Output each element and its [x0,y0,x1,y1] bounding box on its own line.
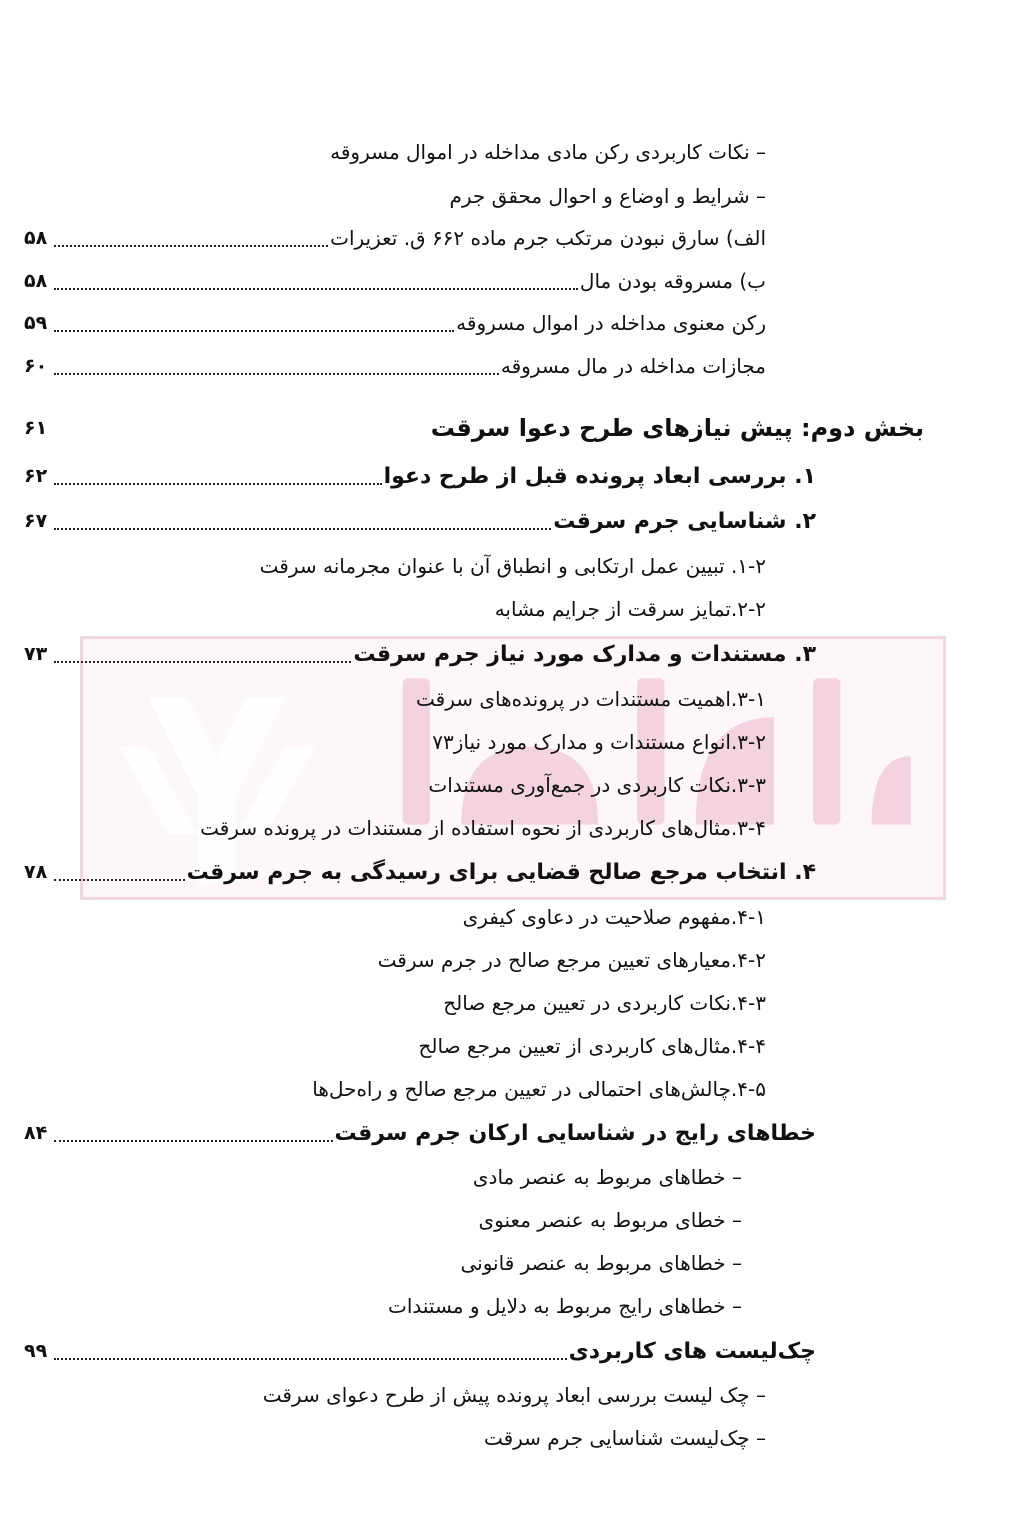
toc-subsection[interactable] [206,679,766,719]
toc-page-number: ۵۸ [24,227,48,249]
toc-section[interactable] [24,501,816,541]
toc-entry [206,176,766,216]
toc-part-heading[interactable] [24,408,924,448]
toc-page-number: ۷۸ [24,861,48,883]
toc-entry-title: – خطاهای مربوط به عنصر مادی [472,1165,742,1189]
toc-entry-title: مجازات مداخله در مال مسروقه [500,354,766,378]
dot-leader [54,528,551,530]
toc-page-number: ۹۹ [24,1340,48,1362]
toc-entry-title: ۴-۴.مثال‌های کاربردی از تعیین مرجع صالح [418,1034,766,1058]
toc-subsection[interactable] [206,940,766,980]
toc-entry-title: – شرایط و اوضاع و احوال محقق جرم [449,184,766,208]
toc-entry-title: ۲. شناسایی جرم سرقت [553,508,816,534]
toc-subsection[interactable] [206,897,766,937]
toc-item[interactable] [202,1200,742,1240]
toc-section[interactable] [24,456,816,496]
toc-entry-title: – خطای مربوط به عنصر معنوی [478,1208,742,1232]
toc-page-number: ۵۸ [24,270,48,292]
toc-entry-title: – خطاهای مربوط به عنصر قانونی [460,1251,742,1275]
toc-subsection[interactable] [206,765,766,805]
toc-entry-title: ۳-۲.انواع مستندات و مدارک مورد نیاز۷۳ [432,730,766,754]
toc-entry-title: رکن معنوی مداخله در اموال مسروقه [456,311,766,335]
toc-entry-title: ۱. بررسی ابعاد پرونده قبل از طرح دعوا [383,463,816,489]
dot-leader [54,1358,567,1360]
toc-entry-title: ۲-۲.تمایز سرقت از جرایم مشابه [494,597,766,621]
toc-page-number: ۵۹ [24,312,48,334]
dot-leader [54,245,328,247]
toc-subsection[interactable] [126,808,766,848]
toc-page-number: ۷۳ [24,643,48,665]
toc-section[interactable] [24,852,816,892]
toc-subsection[interactable] [206,722,766,762]
toc-entry[interactable] [24,218,766,258]
toc-subsection[interactable] [206,546,766,586]
toc-entry-title: ۴-۳.نکات کاربردی در تعیین مرجع صالح [443,991,766,1015]
toc-entry-title: ۳-۱.اهمیت مستندات در پرونده‌های سرقت [416,687,766,711]
toc-entry-title: ۳-۳.نکات کاربردی در جمع‌آوری مستندات [428,773,766,797]
toc-item[interactable] [166,1418,766,1458]
toc-page-number: ۶۷ [24,510,48,532]
toc-entry-title: بخش دوم: پیش نیازهای طرح دعوا سرقت [430,414,924,442]
toc-page-number: ۸۴ [24,1122,48,1144]
toc-page-number: ۶۱ [24,417,48,439]
toc-entry-title: ۳-۴.مثال‌های کاربردی از نحوه استفاده از مستندات در پرونده سرقت [200,816,766,840]
toc-item[interactable] [166,1375,766,1415]
toc-entry[interactable] [24,303,766,343]
toc-entry-title: – چک لیست بررسی ابعاد پرونده پیش از طرح دعوای سرقت [262,1383,766,1407]
toc-entry-title: ۴-۱.مفهوم صلاحیت در دعاوی کیفری [462,905,766,929]
toc-item[interactable] [202,1286,742,1326]
toc-entry-title: ۴-۲.معیارهای تعیین مرجع صالح در جرم سرقت [377,948,766,972]
toc-section[interactable] [24,1331,816,1371]
toc-entry-title: الف) سارق نبودن مرتکب جرم ماده ۶۶۲ ق. تعزیرات [330,226,766,250]
toc-entry[interactable] [24,346,766,386]
toc-item[interactable] [202,1157,742,1197]
toc-page-number: ۶۰ [24,355,48,377]
toc-entry-title: ۴. انتخاب مرجع صالح قضایی برای رسیدگی به جرم سرقت [186,859,816,885]
dot-leader [54,879,185,881]
dot-leader [54,373,499,375]
toc-subsection[interactable] [206,589,766,629]
dot-leader [54,483,382,485]
dot-leader [54,661,351,663]
toc-entry-title: – نکات کاربردی رکن مادی مداخله در اموال مسروقه [330,140,766,164]
toc-section[interactable] [24,634,816,674]
toc-page-number: ۶۲ [24,465,48,487]
toc-entry-title: خطاهای رایج در شناسایی ارکان جرم سرقت [334,1120,816,1146]
dot-leader [54,330,454,332]
toc-entry-title: ۴-۵.چالش‌های احتمالی در تعیین مرجع صالح و راه‌حل‌ها [312,1077,766,1101]
toc-subsection[interactable] [206,1026,766,1066]
toc-entry-title: – چک‌لیست شناسایی جرم سرقت [483,1426,766,1450]
toc-entry-title: ۱-۲. تبیین عمل ارتکابی و انطباق آن با عنوان مجرمانه سرقت [259,554,766,578]
toc-item[interactable] [202,1243,742,1283]
toc-subsection[interactable] [206,1069,766,1109]
toc-entry-title: – خطاهای رایج مربوط به دلایل و مستندات [388,1294,742,1318]
toc-entry[interactable] [24,261,766,301]
dot-leader [54,288,578,290]
toc-entry [206,132,766,172]
toc-entry-title: ۳. مستندات و مدارک مورد نیاز جرم سرقت [353,641,816,667]
toc-entry-title: ب) مسروقه بودن مال [579,269,766,293]
dot-leader [54,1140,333,1142]
toc-section[interactable] [24,1113,816,1153]
toc-subsection[interactable] [206,983,766,1023]
toc-entry-title: چک‌لیست های کاربردی [568,1338,816,1364]
